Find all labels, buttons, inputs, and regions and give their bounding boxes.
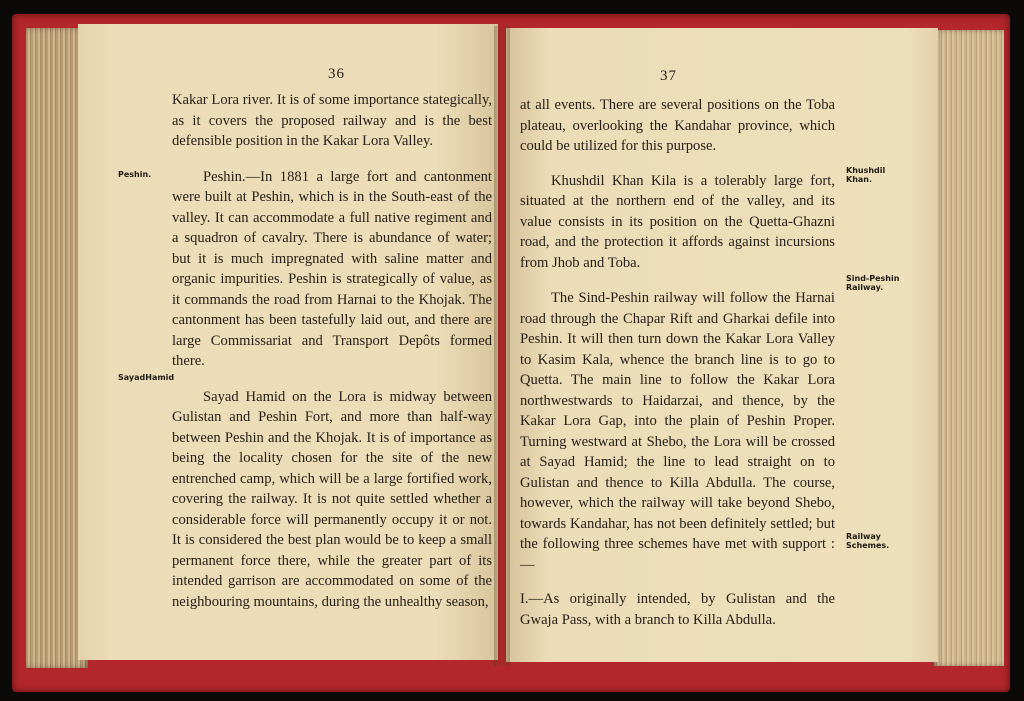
page-number: 36 (328, 66, 345, 82)
paragraph: Kakar Lora river. It is of some importance stategically, as it covers the proposed railway and is the best defensible position in the Kakar Lora Valley. (172, 92, 492, 149)
side-note-railway-schemes: Railway Schemes. (846, 532, 890, 550)
left-page (78, 24, 498, 660)
paragraph: The Sind-Peshin railway will follow the Harnai road through the Chapar Rift and Gharkai defile into Peshin. It will then turn down the Kakar Lora Valley to Kasim Kala, whence the branch line is to go to Quetta. The main line to follow the Kakar Lora northwestwards to Haidarzai, and thence, by the Kakar Lora Gap, into the plain of Peshin Proper. Turning westward at Shebo, the Lora will be crossed at Sayad Hamid; the line to lead straight on to Gulistan and thence to Killa Abdulla. The course, however, which the railway will take beyond Shebo, towards Kandahar, has not been definitely settled; but the following three schemes have met with support :— (520, 290, 835, 573)
paragraph: Sayad Hamid on the Lora is midway between Gulistan and Peshin Fort, and more than half-way between Peshin and the Khojak. It is of importance as being the locality chosen for the site of the new entrenched camp, which will be a large fortified work, covering the railway. It is not quite settled whether a considerable force will permanently occupy it or not. It is considered the best plan would be to keep a small permanent force there, while the greater part of its intended garrison are accommodated on some of the neighbouring mountains, during the unhealthy season, (172, 388, 492, 610)
paragraph: at all events. There are several positions on the Toba plateau, overlooking the Kandahar province, which could be utilized for this purpose. (520, 97, 835, 154)
paragraph: Khushdil Khan Kila is a tolerably large fort, situated at the northern end of the valley, and its value consists in its position on the Quetta-Ghazni road, and the protection it affords against incursions from Jhob and Toba. (520, 172, 835, 271)
right-page (506, 28, 938, 662)
body-text (520, 95, 835, 630)
book-gutter (494, 26, 510, 666)
page-edges-right (934, 30, 1004, 666)
page-number: 37 (660, 68, 677, 84)
side-note-khushdil-khan: Khushdil Khan. (846, 166, 886, 184)
body-text (172, 90, 492, 612)
side-note-sayad-hamid: SayadHamid (118, 373, 175, 382)
paragraph: I.—As originally intended, by Gulistan and the Gwaja Pass, with a branch to Killa Abdulla. (520, 591, 835, 628)
side-note-peshin: Peshin. (118, 170, 152, 179)
paragraph: Peshin.—In 1881 a large fort and cantonment were built at Peshin, which is in the South-east of the valley. It can accommodate a full native regiment and a squadron of cavalry. There is abundance of water; but it is much impregnated with saline matter and organic impurities. Peshin is strategically of value, as it commands the road from Harnai to the Khojak. The cantonment has been tastefully laid out, and there are large Commissariat and Transport Depôts formed there. (172, 168, 492, 369)
side-note-sind-peshin-railway: Sind-Peshin Railway. (846, 274, 900, 292)
